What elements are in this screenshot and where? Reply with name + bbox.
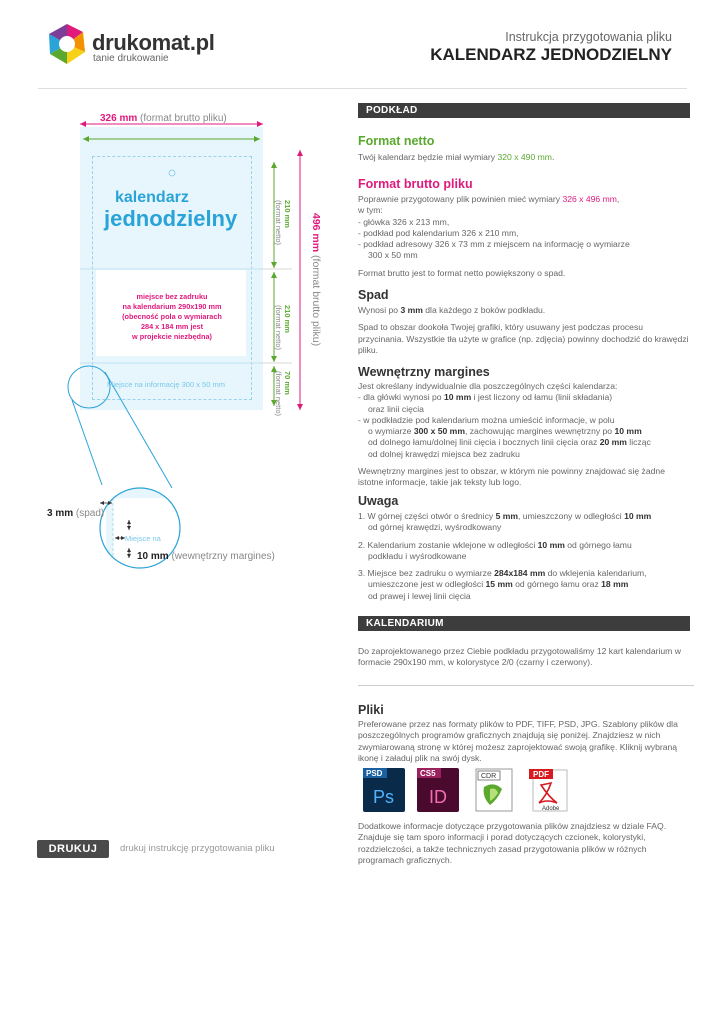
print-button[interactable]: DRUKUJ (37, 840, 109, 858)
page-title: KALENDARZ JEDNODZIELNY (430, 45, 672, 64)
pliki-text: Preferowane przez nas formaty plików to PDF, TIFF, PSD, JPG. Szablony plików dla poszczególnych programów graficznych znajdują się poniżej. Znajdziesz w nich zwymiarowaną stronę w której możesz zaprojektować swoją grafikę. Kliknij wybraną ikonę i załaduj plik na swój dysk. (358, 719, 678, 763)
brand-tagline: tanie drukowanie (93, 53, 169, 64)
uwaga-heading: Uwaga (358, 494, 399, 508)
brutto-width-note: (format brutto pliku) (140, 113, 227, 124)
svg-text:PDF: PDF (533, 770, 549, 779)
address-area-text: Miejsce na informację 300 x 50 mm (107, 380, 225, 389)
print-text[interactable]: drukuj instrukcję przygotowania pliku (120, 843, 275, 854)
netto-text: Twój kalendarz będzie miał wymiary 320 x 490 mm. (358, 152, 555, 162)
svg-text:Adobe: Adobe (542, 806, 560, 812)
brutto-width-value: 326 mm (100, 113, 138, 124)
calendar-title-line2: jednodzielny (104, 206, 238, 231)
calendar-title-line1: kalendarz (115, 189, 189, 206)
cdr-file-icon[interactable] (472, 767, 516, 813)
svg-text:PSD: PSD (366, 769, 383, 778)
netto-heading: Format netto (358, 134, 435, 148)
section-bar-kalendarium: KALENDARIUM (358, 616, 690, 631)
kalendarium-text: Do zaprojektowanego przez Ciebie podkładu przygotowaliśmy 12 kart kalendarium w formacie 290x190 mm, w kolorystyce 2/0 (czarny i czerwony). (358, 646, 681, 668)
segment1-label: 210 mm (format netto) (274, 200, 292, 246)
margin-text: Jest określany indywidualnie dla poszczególnych części kalendarza: - dla główki wynosi po 10 mm i jest liczony od łamu (linii składania) oraz linii cięcia - w podkładzie pod kalendarium można umieścić informacje, w polu o wymiarze 300 x 50 mm, zachowując margines wewnętrzny po 10 mm od dolnego łamu/dolnej linii cięcia i bocznych linii cięcia oraz 20 mm licząc od dolnej krawędzi miejsca bez zadruku Wewnętrzny margines jest to obszar, w którym nie powinny znajdować się żadne istotne informacje, takie jak teksty lub logo. (358, 381, 665, 488)
brand-name: drukomat.pl (92, 30, 215, 55)
section-divider (358, 685, 694, 686)
pliki-footer-text: Dodatkowe informacje dotyczące przygotowania plików znajdziesz w dziale FAQ. Znajduje się tam sporo informacji i porad dotyczących czcionek, kolorystyki, rozdzielczości, a także technicznych zasad przygotowania plików w różnych programach graficznych. (358, 821, 667, 865)
uwaga-text: 1. W górnej części otwór o średnicy 5 mm, umieszczony w odległości 10 mm od górnej krawędzi, wyśrodkowany 2. Kalendarium zostanie wklejone w odległości 10 mm od górnego łamu podkładu i wyśrodkowane 3. Miejsce bez zadruku o wymiarze 284x184 mm do wklejenia kalendarium, umieszczone jest w odległości 15 mm od górnego łamu oraz 18 mm od prawej i lewej linii cięcia (358, 511, 652, 601)
psd-file-icon[interactable] (362, 767, 406, 813)
spad-heading: Spad (358, 288, 389, 302)
svg-text:CS5: CS5 (420, 769, 436, 778)
total-height-label: 496 mm (format brutto pliku) (310, 213, 322, 347)
pdf-file-icon[interactable] (527, 767, 571, 813)
spad-text: Wynosi po 3 mm dla każdego z boków podkładu. Spad to obszar dookoła Twojej grafiki, który usuwany jest podczas procesu przycinania. Wszystkie tła użyte w grafice (np. zdjęcia) powinny dochodzić do krawędzi pliku. (358, 305, 689, 355)
svg-text:ID: ID (429, 787, 447, 807)
section-bar-podklad: PODKŁAD (358, 103, 690, 118)
segment2-label: 210 mm (format netto) (274, 305, 292, 351)
margin-heading: Wewnętrzny margines (358, 365, 490, 379)
svg-text:CDR: CDR (481, 773, 497, 780)
margin-callout: 10 mm (wewnętrzny margines) (137, 551, 275, 562)
brutto-heading: Format brutto pliku (358, 177, 473, 191)
pliki-heading: Pliki (358, 703, 384, 717)
spad-callout: 3 mm (spad) (47, 508, 105, 519)
indesign-file-icon[interactable] (416, 767, 460, 813)
brutto-text: Poprawnie przygotowany plik powinien mieć wymiary 326 x 496 mm, w tym: - główka 326 x 213 mm, - podkład pod kalendarium 326 x 210 mm, - podkład adresowy 326 x 73 mm z miejscem na informację o wymiarze 300 x 50 mm Format brutto jest to format netto powiększony o spad. (358, 194, 630, 278)
header-subtitle: Instrukcja przygotowania pliku (505, 30, 672, 44)
svg-text:Ps: Ps (373, 787, 395, 807)
blank-area-text: miejsce bez zadruku na kalendarium 290x190 mm (obecność pola o wymiarach 284 x 184 mm jest w projekcie niezbędna) (122, 292, 222, 341)
segment3-label: 70 mm (format netto) (274, 371, 292, 417)
zoom-area-text: Miejsce na (125, 534, 161, 543)
